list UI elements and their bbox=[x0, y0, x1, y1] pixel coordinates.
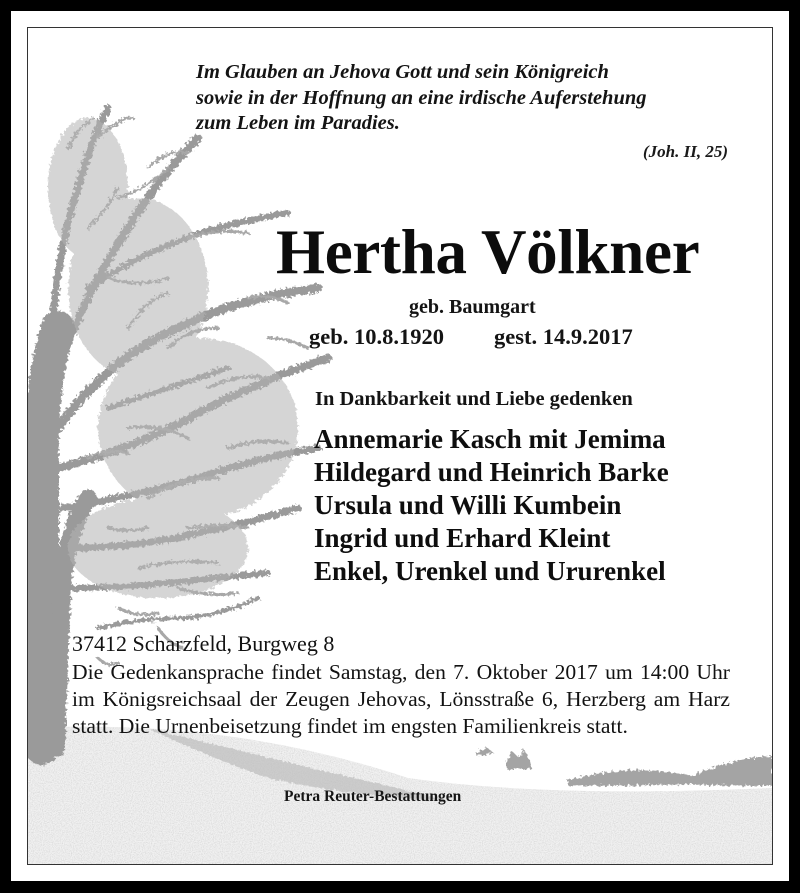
quote-line: Im Glauben an Jehova Gott und sein Königreich bbox=[196, 61, 609, 83]
obituary-outer-border bbox=[11, 11, 789, 881]
deceased-name: Hertha Völkner bbox=[276, 217, 700, 287]
mourners-intro: In Dankbarkeit und Liebe gedenken bbox=[315, 388, 633, 410]
tree-foliage-texture bbox=[48, 118, 298, 598]
funeral-home: Petra Reuter-Bestattungen bbox=[284, 788, 462, 805]
death-date: gest. 14.9.2017 bbox=[494, 324, 633, 349]
mourner-name: Enkel, Urenkel und Ururenkel bbox=[314, 556, 666, 586]
birth-date: geb. 10.8.1920 bbox=[309, 324, 444, 349]
mourners-list bbox=[314, 423, 669, 588]
mourner-name: Annemarie Kasch mit Jemima bbox=[314, 424, 666, 454]
scripture-reference: (Joh. II, 25) bbox=[642, 142, 728, 161]
family-address: 37412 Scharzfeld, Burgweg 8 bbox=[72, 631, 335, 656]
life-dates bbox=[309, 324, 633, 350]
obituary-frame bbox=[27, 27, 773, 865]
memorial-service-details: Die Gedenkansprache findet Samstag, den 7. Oktober 2017 um 14:00 Uhr im Königsreichsaal der Zeugen Jehovas, Lönsstraße 6, Herzberg am Harz statt. Die Urnenbeisetzung findet im engsten Familienkreis statt. bbox=[72, 660, 730, 738]
mourner-name: Ursula und Willi Kumbein bbox=[314, 490, 622, 520]
maiden-name: geb. Baumgart bbox=[409, 296, 536, 318]
mourner-name: Hildegard und Heinrich Barke bbox=[314, 457, 669, 487]
quote-line: zum Leben im Paradies. bbox=[196, 112, 400, 134]
scripture-quote bbox=[196, 60, 647, 137]
quote-line: sowie in der Hoffnung an eine irdische Auferstehung bbox=[196, 86, 647, 109]
mourner-name: Ingrid und Erhard Kleint bbox=[314, 523, 611, 553]
distant-hills bbox=[476, 747, 772, 786]
